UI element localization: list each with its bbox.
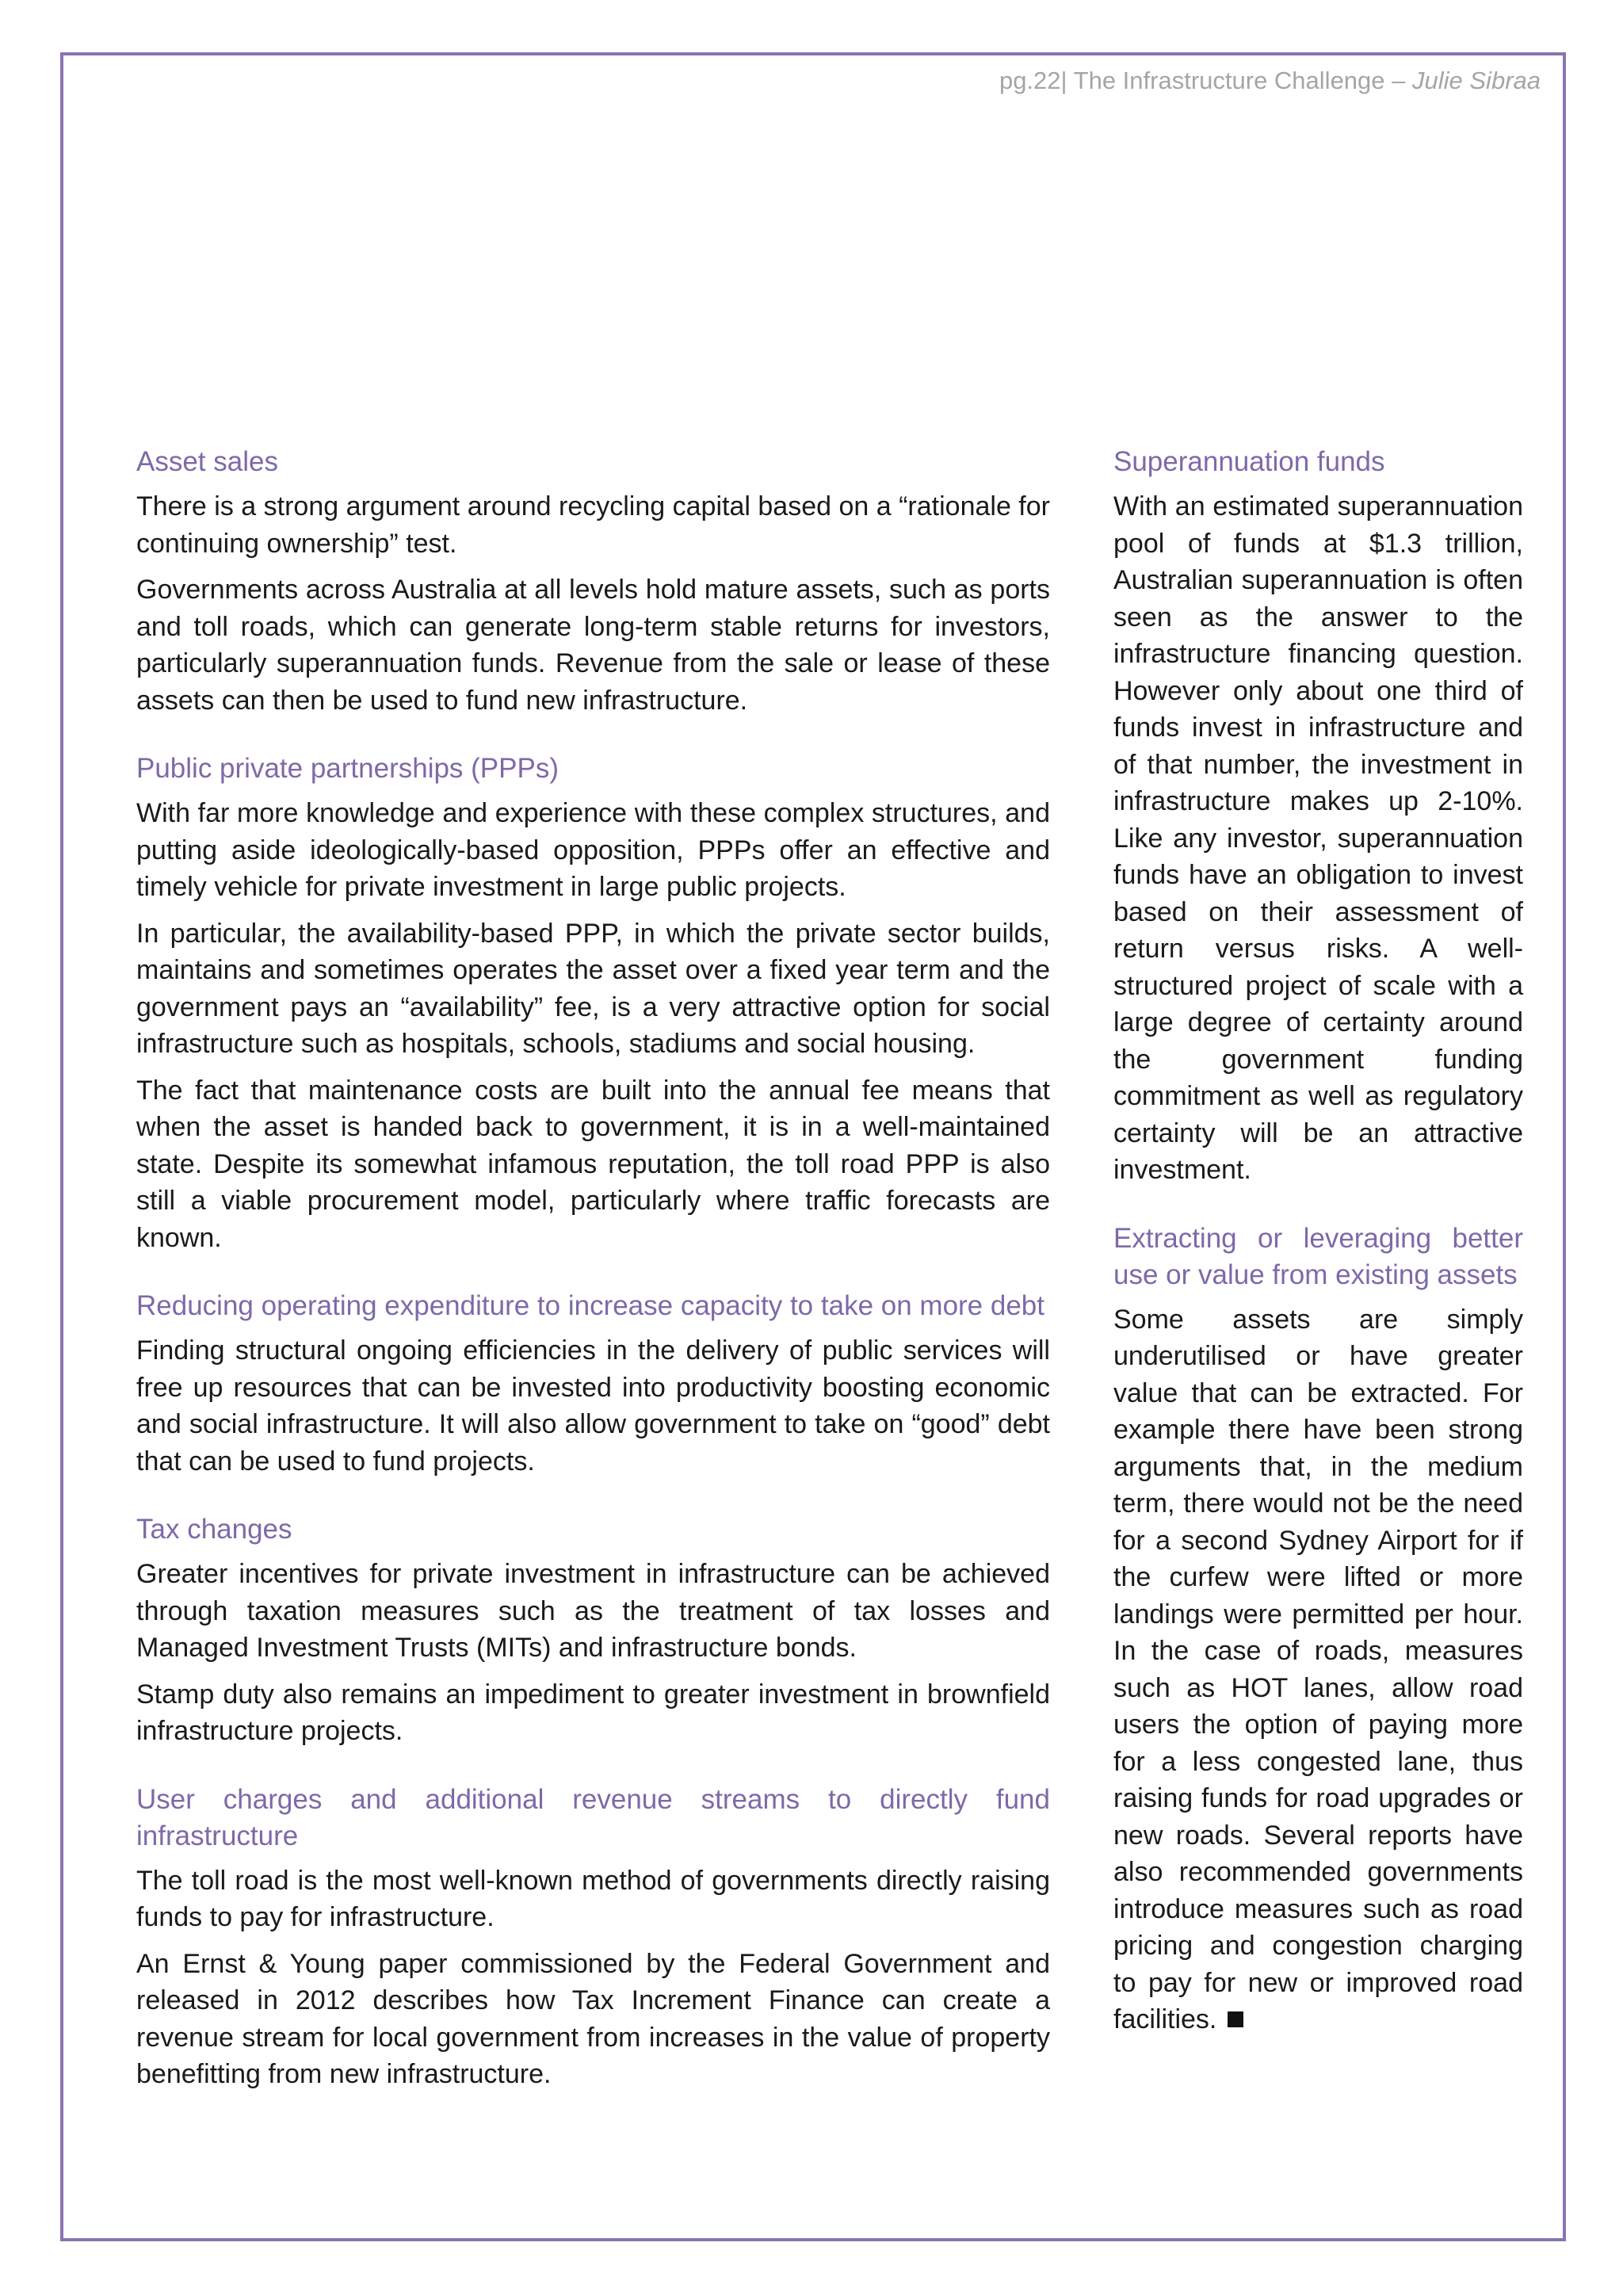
paragraph: Governments across Australia at all levels hold mature assets, such as ports and toll roads, which can generate long-term stable returns for investors, particularly superannuation funds. Revenue from the sale or lease of these assets can then be used to fund new infrastructure.	[136, 575, 1050, 716]
end-of-article-icon	[1228, 2011, 1243, 2027]
paragraph: In particular, the availability-based PPP, in which the private sector builds, maintains and sometimes operates the asset over a fixed year term and the government pays an “availability” fee, is a very attractive option for social infrastructure such as hospitals, schools, stadiums and social housing.	[136, 918, 1050, 1059]
paragraph: The fact that maintenance costs are built into the annual fee means that when the asset is handed back to government, it is in a well-maintained state. Despite its somewhat infamous reputation, the toll road PPP is also still a viable procurement model, particularly where traffic forecasts are known.	[136, 1075, 1050, 1253]
section-heading: Reducing operating expenditure to increase capacity to take on more debt	[136, 1290, 1044, 1321]
section-heading: Extracting or leveraging better use or value from existing assets	[1113, 1222, 1523, 1290]
paragraph-final	[1113, 1301, 1523, 2038]
section-heading: Tax changes	[136, 1514, 292, 1545]
section-heading: Superannuation funds	[1113, 446, 1385, 477]
section-heading: Asset sales	[136, 446, 278, 477]
paragraph-text: Some assets are simply underutilised or have greater value that can be extracted. For example there have been strong arguments that, in the medium term, there would not be the need for a second Sydney Airport for if the curfew were lifted or more landings were permitted per hour. In the case of roads, measures such as HOT lanes, allow road users the option of paying more for a less congested lane, thus raising funds for road upgrades or new roads. Several reports have also recommended governments introduce measures such as road pricing and congestion charging to pay for new or improved road facilities.	[1113, 1304, 1523, 2034]
paragraph: Greater incentives for private investment in infrastructure can be achieved through taxation measures such as the treatment of tax losses and Managed Investment Trusts (MITs) and infrastructure bonds.	[136, 1559, 1050, 1663]
paragraph: With far more knowledge and experience with these complex structures, and putting aside ideologically-based opposition, PPPs offer an effective and timely vehicle for private investment in large public projects.	[136, 798, 1050, 902]
section-heading: User charges and additional revenue streams to directly fund infrastructure	[136, 1783, 1050, 1851]
right-column	[1113, 444, 1523, 2048]
paragraph: Finding structural ongoing efficiencies in the delivery of public services will free up resources that can be invested into productivity boosting economic and social infrastructure. It will also allow government to take on “good” debt that can be used to fund projects.	[136, 1335, 1050, 1477]
paragraph: With an estimated superannuation pool of funds at $1.3 trillion, Australian superannuation is often seen as the answer to the infrastructure financing question. However only about one third of funds invest in infrastructure and of that number, the investment in infrastructure makes up 2-10%. Like any investor, superannuation funds have an obligation to invest based on their assessment of return versus risks. A well-structured project of scale with a large degree of certainty around the government funding commitment as well as regulatory certainty will be an attractive investment.	[1113, 491, 1523, 1185]
document-title: The Infrastructure Challenge –	[1073, 67, 1406, 94]
paragraph: Stamp duty also remains an impediment to greater investment in brownfield infrastructure projects.	[136, 1679, 1050, 1746]
paragraph: An Ernst & Young paper commissioned by the Federal Government and released in 2012 describes how Tax Increment Finance can create a revenue stream for local government from increases in the value of property benefitting from new infrastructure.	[136, 1948, 1050, 2089]
author-name: Julie Sibraa	[1412, 67, 1541, 94]
left-column	[136, 444, 1050, 2103]
section-heading: Public private partnerships (PPPs)	[136, 753, 559, 784]
page-header	[999, 67, 1541, 95]
paragraph: The toll road is the most well-known method of governments directly raising funds to pay for infrastructure.	[136, 1865, 1050, 1932]
page-number: pg.22|	[999, 67, 1067, 94]
paragraph: There is a strong argument around recycling capital based on a “rationale for continuing ownership” test.	[136, 491, 1050, 559]
